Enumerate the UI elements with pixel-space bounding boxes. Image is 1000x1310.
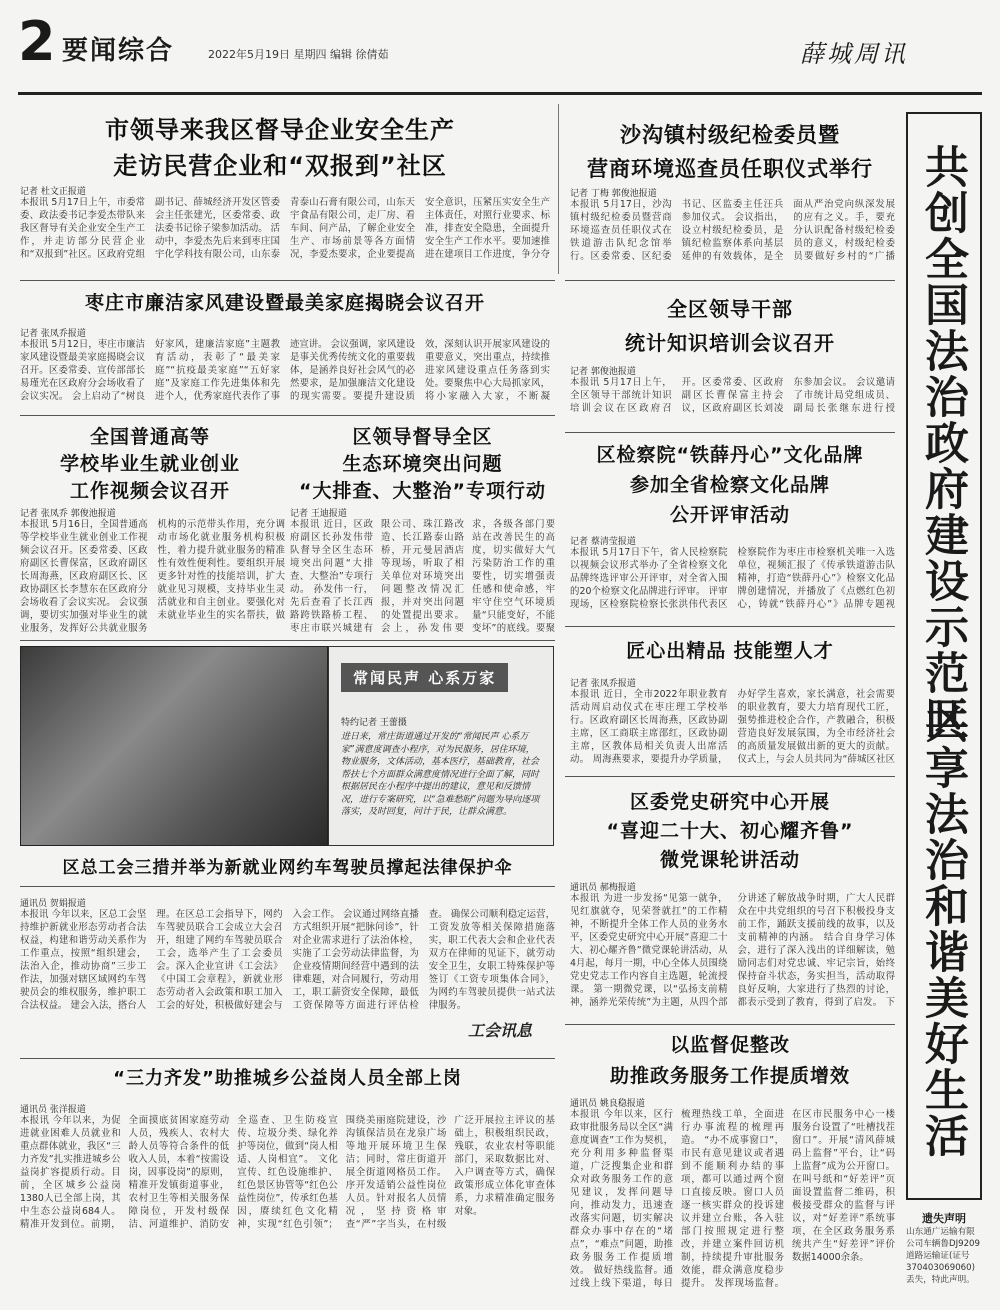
article-9-headline-line-2: “喜迎二十大、初心耀齐鲁” <box>606 820 854 842</box>
article-4-byline: 记者 郭俊池报道 <box>570 367 636 377</box>
page-number: 2 <box>18 10 56 73</box>
article-6-headline <box>290 424 555 505</box>
article-9-headline-line-3: 微党课轮讲活动 <box>659 849 800 871</box>
slogan-sidebar <box>906 112 982 1200</box>
masthead <box>18 12 978 90</box>
article-7-headline-line-2: 参加全省检察文化品牌 <box>629 474 830 496</box>
article-7-byline: 记者 蔡清莹报道 <box>570 537 636 547</box>
article-1-headline-line-2: 走访民营企业和“双报到”社区 <box>113 152 447 180</box>
article-5-headline-line-3: 工作视频会议召开 <box>69 480 230 502</box>
article-11-headline-line-2: 助推政务服务工作提质增效 <box>609 1065 850 1087</box>
article-9-headline <box>570 788 890 875</box>
article-2-headline-line-1: 沙沟镇村级纪检委员暨 <box>620 123 840 147</box>
article-3-headline: 枣庄市廉洁家风建设暨最美家庭揭晓会议召开 <box>84 292 485 314</box>
article-1-body: 本报讯 5月17日上午，市委常委、政法委书记李爱杰带队来我区督导有关企业安全生产工作，并走访部分民营企业和“双报到”社区。区政府党组副书记、薛城经济开发区管委会主任张建光，区委常委、政法委书记徐子梁参加活动。 活动中，李爱杰先后来到枣庄国宇化学科技有限公司，山东泰青泰山石膏有限公司，山东天宇食品有限公司，走厂房、看车间、问产品，了解企业安全生产、市场前景等各方面情况，李爱杰要求，企业要提高安全意识，压紧压实安全生产主体责任，对照行业要求、标准，排查安全隐患，全面提升安全生产工作水平。要加速推进在建项目工作进度，争分夺 <box>20 197 550 260</box>
article-2-byline: 记者 丁梅 郭俊池报道 <box>570 189 657 199</box>
article-10-byline: 通讯员 贺娟报道 <box>20 899 86 909</box>
column-divider <box>558 104 559 274</box>
article-7-body: 本报讯 5月17日下午，省人民检察院以视频会议形式举办了全省检察文化品牌终选评审公开评审，对全省入围的20个检察文化品牌进行评审。 评审现场，区检察院检察长张洪伟代表区检察院作为枣庄市检察机关唯一入选单位，视频汇报了《传承铁道游击队精神，打造“铁薛丹心”》检察文化品牌创建情况，并播放了《点燃红色初心，铸就“铁薛丹心”》品牌专题视 <box>570 547 895 610</box>
article-2-body: 本报讯 5月17日，沙沟镇村级纪检委员暨营商环境巡查员任职仪式在铁道游击队纪念馆举行。区委常委、区纪委书记、区监委主任汪兵参加仪式。 会议指出，设立村级纪检委员，是镇纪检监察体系向基层延伸的有效载体，是全面从严治党向纵深发展的应有之义。手，要充分认识配备村级纪检委员的意义，村级纪检委员要做好乡村的“广播 <box>570 199 895 262</box>
article-5-headline-line-1: 全国普通高等 <box>89 426 210 448</box>
sidebar-slogan-2: 共享法治和谐美好生活 <box>917 699 968 1159</box>
article-6-headline-line-2: 生态环境突出问题 <box>342 453 503 475</box>
article-4-headline-line-1: 全区领导干部 <box>667 297 793 321</box>
article-4-headline <box>570 292 890 360</box>
article-7-headline-line-1: 区检察院“铁薛丹心”文化品牌 <box>596 444 864 466</box>
section-divider <box>565 776 895 777</box>
sidebar-slogan-1: 共创全国法治政府建设示范区 <box>917 144 968 742</box>
article-6-headline-line-1: 区领导督导全区 <box>352 426 493 448</box>
article-8-body: 本报讯 近日，全市2022年职业教育活动周启动仪式在枣庄理工学校举行。区政府副区长周海燕，区政协副主席，区工商联主席邵红，区政协副主席，区教体局相关负责人出席活动。 周海燕要求，要提升办学质量，办好学生喜欢，家长满意，社会需要的职业教育，要大力培育现代工匠，强势推进校企合作，产教融合，积极营造良好发展氛围，为全市经济社会的高质量发展做出新的更大的贡献。 仪式上，与会人员共同为“薛城区社区 <box>570 689 895 765</box>
article-3-byline: 记者 张凤乔报道 <box>20 329 86 339</box>
section-divider <box>20 640 555 641</box>
article-9-byline: 通讯员 郝梅报道 <box>570 883 636 893</box>
article-8-headline: 匠心出精品 技能塑人才 <box>626 640 834 662</box>
article-4-body: 本报讯 5月17日上午，全区领导干部统计知识培训会议在区政府召开。区委常委、区政府副区长曹保富主持会议，区政府副区长刘凌东参加会议。 会议邀请了市统计局党组成员、副局长张继东进行授 <box>570 377 895 414</box>
article-9-body: 本报讯 为进一步发扬“见第一就争，见红旗就夺，见荣誉就扛”的工作精神，不断提升全体工作人员的业务水平，区委党史研究中心开展“喜迎二十大、初心耀齐鲁”微党课轮讲活动，从4月起，每月一期，中心全体人员围绕党史党志工作内容自主选题，轮流授课。 第一期微党课，以“弘扬支前精神，涵养光荣传统”为主题，从四个部分讲述了解放战争时期，广大人民群众在中共党组织的号召下积极投身支前工作，踊跃支援前线的故事，以及支前精神的内涵。 结合自身学习体会，进行了深入浅出的详细解读，勉励同志们对党忠诚、牢记宗旨，始终保持奋斗状态，务实担当，活动取得良好反响，大家进行了热烈的讨论，都表示受到了教育，得到了启发。 下 <box>570 893 895 1008</box>
article-7-headline-line-3: 公开评审活动 <box>669 504 790 526</box>
article-7-headline <box>570 440 890 530</box>
lost-notice-body: 山东通广运输有限公司车辆鲁DJ9209道路运输证(证号370403069060)丢失，特此声明。 <box>906 1227 980 1285</box>
article-10-body: 本报讯 今年以来，区总工会坚持维护新就业形态劳动者合法权益，构建和谐劳动关系作为工作重点，按照“组织建会，法治入企，推动协商”三步工作法，加强对辖区域网约车驾驶员会的维权服务，维护职工合法权益。 建会入法，搭台人理。在区总工会指导下，网约车驾驶员联合工会成立大会召开，组建了网约车驾驶员联合工会，选举产生了工会委员会。深入企业宣讲《工会法》《中国工会章程》，新就业形态劳动者入会政策和职工加入工会的好处，积极做好建会与入会工作。 会议通过网络直播方式组织开展“把脉问诊”，针对企业需求进行了法治体检，实施了工会劳动法律监督，为企业疫情期间经营中遇到的法律难题，对合同履行，劳动用工，职工薪资安全保障，最低工资保障等方面进行评估检查。 确保公司顺利稳定运营，工资发放等相关保障措施落实，职工代表大会和企业代表双方在律师的见证下，就劳动安全卫生，女职工特殊保护等签订《工资专项集体合同》，为网约车驾驶员提供一站式法律服务。 <box>20 909 555 1011</box>
article-4-headline-line-2: 统计知识培训会议召开 <box>625 331 835 355</box>
article-5-body: 本报讯 5月16日，全国普通高等学校毕业生就业创业工作视频会议召开。区委常委、区政府副区长曹保富，区政府副区长周海燕，区政府副区长、区政协副区长李慧东在区政府分会场收看了会议实况。 会议强调，要切实加强对毕业生的就业服务，发挥好公共就业服务机构的示范带头作用，充分调动市场化就业服务机构积极性，着力提升就业服务的精准性有效性便利性。要组织开展更多针对性的技能培训，扩大就业见习规模，支持毕业生灵活就业和自主创业。要强化对未就业毕业生的实名帮扶，做 <box>20 519 285 634</box>
article-8-byline: 记者 张凤乔报道 <box>570 679 636 689</box>
section-divider <box>565 432 895 433</box>
feature-caption-box <box>328 646 554 846</box>
article-11-body: 本报讯 今年以来，区行政审批服务局以全区“满意度调查”工作为契机，充分利用多种监督渠道，广泛搜集企业和群众对政务服务工作的意见建议，发挥问题导向，推动发力，迅速查改落实问题，切实解决群众办事中存在的“堵点”，“难点”问题，助推政务服务工作提质增效。 做好热线监督。通过线上线下渠道，每日梳理热线工单，全面进行办事流程的梳理再造。 “办不成事窗口”，市民有意见建议或者遇到不能顺利办结的事项，都可以通过两个窗口直接反映。窗口人员逐一核实群众的投诉建议并建立台账，各入驻部门按照规定进行整改，并建立案件回访机制，持续提升审批服务效能，群众满意度稳步提升。 发挥现场监督。在区市民服务中心一楼服务台设置了“吐槽找茬窗口”。开展“清风薛城码上监督”平台，让“码上监督”成为公开窗口。在叫号纸和“好差评”页面设置监督二维码，积极接受群众的监督与评议，对“好差评”系统事项，在全区政务服务系统共产生“好差评”评价数据14000余条。 <box>570 1109 895 1289</box>
article-9-headline-line-1: 区委党史研究中心开展 <box>629 791 830 813</box>
article-5-headline <box>20 424 280 505</box>
article-2-headline <box>570 118 890 186</box>
section-divider <box>565 1024 895 1025</box>
article-1-headline <box>20 112 540 184</box>
top-divider <box>18 92 982 95</box>
article-11-headline-line-1: 以监督促整改 <box>669 1034 790 1056</box>
section-divider <box>20 415 555 416</box>
article-12-headline: “三力齐发”助推城乡公益岗人员全部上岗 <box>113 1068 462 1089</box>
feature-banner: 常闻民声 心系万家 <box>341 663 508 692</box>
article-5-headline-line-2: 学校毕业生就业创业 <box>59 453 240 475</box>
article-11-headline <box>570 1030 890 1092</box>
section-divider <box>20 886 555 887</box>
article-10-headline: 区总工会三措并举为新就业网约车驾驶员撑起法律保护伞 <box>62 858 513 878</box>
feature-photo <box>20 646 328 846</box>
article-2-headline-line-2: 营商环境巡查员任职仪式举行 <box>587 157 873 181</box>
feature-caption: 进日来，常庄街道通过开发的“常闻民声 心系万家”满意度调查小程序，对为民服务，居住环境，物业服务，文体活动，基本医疗，基础教育，社会帮扶七个方面群众满意度情况进行全面了解，同时根据居民在小程序中提出的建议，意见和反馈情况，进行专案研究，以“急难愁盼”问题为导向逐项落实，及时回复，问计于民，让群众满意。 <box>341 732 540 817</box>
newspaper-brand: 薛城周讯 <box>800 40 908 68</box>
article-12-byline: 通讯员 张洋报道 <box>20 1105 86 1115</box>
article-5-byline: 记者 张凤乔 郭俊池报道 <box>20 509 116 519</box>
article-6-byline: 记者 王迪报道 <box>290 509 347 519</box>
article-11-byline: 通讯员 姚良稳报道 <box>570 1099 645 1109</box>
article-3-body: 本报讯 5月12日，枣庄市廉洁家风建设暨最美家庭揭晓会议召开。区委常委、宣传部部长易瑾光在区政府分会场收看了会议实况。 会上启动了“树良好家风，建廉洁家庭”主题教育活动，表彰了“最美家庭”“抗疫最美家庭”“五好家庭”及家庭工作先进集体和先进个人，优秀家庭代表作了事迹宣讲。 会议强调，家风建设是事关优秀传统文化的重要载体，是涵养良好社会风气的必然要求，是加强廉洁文化建设的现实需要。要提升建设质效，深刻认识开展家风建设的重要意义，突出重点，持续推进家风建设重点任务落到实处。要聚焦中心大局抓家风，将小家融入大家，不断凝 <box>20 339 550 402</box>
issue-info: 2022年5月19日 星期四 编辑 徐倩茹 <box>208 48 389 61</box>
feature-byline: 特约记者 王蕾摄 <box>341 718 407 728</box>
union-news-logo: 工会讯息 <box>468 1021 533 1040</box>
lost-notice-title: 遗失声明 <box>922 1212 966 1225</box>
article-6-body: 本报讯 近日，区政府副区长孙发伟带队督导全区生态环境突出问题“大排查、大整治”专项行动。 孙发伟一行，先后查看了长江西路跨铁路桥工程、枣庄市联兴城建有限公司、珠江路改造、长江路泰山路桥，开元曼居酒店等现场，听取了相关单位对环境突出问题整改情况汇报，并对突出问题的处置提出要求。 会上，孙发伟要求，各级各部门要站在改善民生的高度，切实做好大气污染防治工作的重要性，切实增强责任感和使命感，牢牢守住空气环境质量“只能变好，不能变坏”的底线。要聚 <box>290 519 555 634</box>
article-1-byline: 记者 杜文正报道 <box>20 187 86 197</box>
section-divider <box>565 280 895 281</box>
section-divider <box>20 280 555 281</box>
article-12-body: 本报讯 今年以来，为促进就业困难人员就业和重点群体就业，我区“三力齐发”扎实推进城乡公益岗扩容提质行动。目前，全区城乡公益岗1380人已全部上岗，其中生态公益岗684人。 精准开发到位。前期，全面摸底贫困家庭劳动人员，残疾人、农村大龄人员等符合条件的低收入人员，本着“按需设岗，因事设岗”的原则，精准开发镇街道事业，农村卫生等相关服务保障岗位，开发村级保洁、河道维护、消防安全巡查、卫生防疫宣传、垃圾分类、绿化养护等岗位，做到“岗人相适、人岗相宜”。 文化宣传、红色设施维护、红色景区协管等“红色公益性岗位”，传承红色基因，赓续红色文化精神，实现“红色引领”；围绕美丽庭院建设，沙沟镇保洁员在龙泉广场等地开展环境卫生保洁；同时，常庄街道开展全街道网格员工作。 序开发适销公益性岗位人员。针对报名人员情况，坚持资格审查“严”字当头，在村级广泛开展拉主评议的基础上，积极组织民政，残联，农业农村等职能部门，采取数据比对、入户调查等方式，确保政策形成立体化审查体系，力求精准确定服务对象。 <box>20 1115 555 1230</box>
section-divider <box>565 626 895 627</box>
section-divider <box>20 1058 555 1059</box>
article-6-headline-line-3: “大排查、大整治”专项行动 <box>299 480 546 502</box>
article-1-headline-line-1: 市领导来我区督导企业安全生产 <box>105 116 455 144</box>
section-title: 要闻综合 <box>62 36 175 66</box>
